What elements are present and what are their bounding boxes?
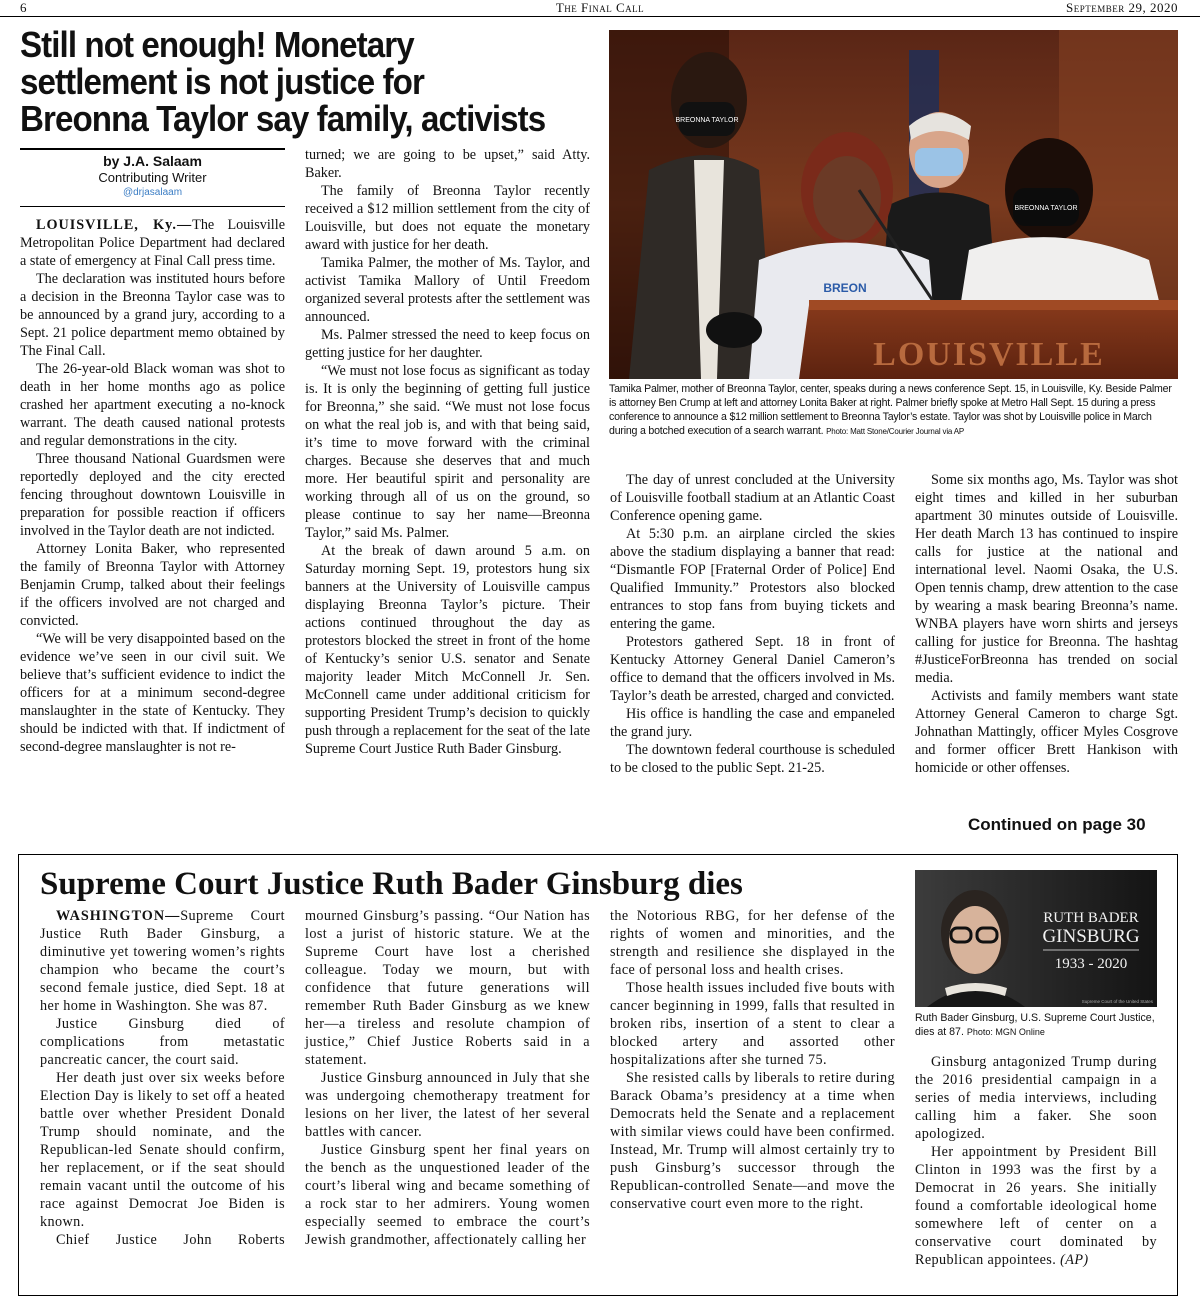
story1-col4-p2: Activists and family members want state Attorney General Cameron to charge Sgt. Johnathan Mattingly, officer Myles Cosgrove and former officer Brett Hankison with homicide or other offenses.	[915, 688, 1178, 776]
story2-col3-p3: She resisted calls by liberals to retire during Barack Obama’s presidency at a time when Democrats held the Senate and a replacement with similar views could have been confirmed. Instead, Mr. Trump will almost certainly try to push Ginsburg’s successor through the Republican-controlled Senate—and move the conservative court even more to the right.	[610, 1070, 895, 1212]
story2-photo	[915, 870, 1157, 1007]
story2-photo-credit: Photo: MGN Online	[966, 1027, 1045, 1037]
story1-col1-p3: The 26-year-old Black woman was shot to death in her home months ago as police crashed her apartment executing a no-knock warrant. The death caused national protests and regular demonstrations in the city.	[20, 361, 285, 449]
folio-bar	[0, 0, 1200, 17]
story2-col3-p1: the Notorious RBG, for her defense of the rights of women and minorities, and the strength and resilience she displayed in the face of personal loss and health crises.	[610, 908, 895, 978]
ap-signoff: (AP)	[1060, 1252, 1089, 1268]
story2-column-1	[40, 907, 285, 1249]
issue-date: September 29, 2020	[1066, 0, 1178, 15]
rbg-name-line2: GINSBURG	[1042, 926, 1140, 947]
story1-photo-caption	[609, 382, 1178, 439]
story1-headline: Still not enough! Monetary settlement is not justice for Breonna Taylor say family, activists	[20, 24, 546, 139]
rbg-photo-credit: Supreme Court of the United States	[1081, 999, 1153, 1004]
story2-headline: Supreme Court Justice Ruth Bader Ginsburg dies	[40, 866, 743, 902]
story2-column-2	[305, 907, 590, 1249]
story1-column-1	[20, 216, 285, 756]
story2-column-3	[610, 907, 895, 1213]
story2-col2-p3: Justice Ginsburg spent her final years on the bench as the unquestioned leader of the court’s liberal wing and became something of a rock star to her admirers. Young women especially seemed to embrace the court’s Jewish grandmother, affectionately calling her	[305, 1142, 590, 1248]
news-conference-photo	[609, 30, 1178, 379]
ginsburg-portrait	[915, 870, 1157, 1007]
byline-author: by J.A. Salaam	[103, 153, 202, 169]
publication-name: The Final Call	[555, 0, 645, 15]
story1-caption-text: Tamika Palmer, mother of Breonna Taylor, center, speaks during a news conference Sept. 15, in Louisville, Ky. Beside Palmer is attorney Ben Crump at left and attorney Lonita Baker at right. Palmer briefly spoke at Metro Hall Sept. 15 during a press conference to announce a $12 million settlement to Breonna Taylor’s estate. Taylor was shot by Louisville police in March during a botched execution of a search warrant.	[609, 383, 1172, 437]
story2-dateline: WASHINGTON—	[56, 908, 181, 924]
story1-col3-p2: At 5:30 p.m. an airplane circled the skies above the stadium displaying a banner that read: “Dismantle FOP [Fraternal Order of Police] End Qualified Immunity.” Protestors also blocked entrances to stop fans from buying tickets and entering the game.	[610, 526, 895, 632]
page-number: 6	[20, 0, 27, 15]
story2-col1-p4: Chief Justice John Roberts	[56, 1232, 285, 1248]
story1-column-3	[610, 471, 895, 777]
story2-col1-p2: Justice Ginsburg died of complications from metastatic pancreatic cancer, the court said.	[40, 1016, 285, 1068]
mask2-text: BREONNA TAYLOR	[1014, 205, 1078, 212]
podium-text: LOUISVILLE	[873, 336, 1105, 373]
story1-col1-p1: LOUISVILLE, Ky.—The Louisville Metropolitan Police Department had declared a state of emergency at Final Call press time.	[20, 217, 285, 269]
byline-role: Contributing Writer	[98, 170, 207, 185]
byline-box	[20, 148, 285, 207]
story1-photo	[609, 30, 1178, 379]
story2-caption-text: Ruth Bader Ginsburg, U.S. Supreme Court Justice, dies at 87.	[915, 1012, 1155, 1038]
story1-col1-p4: Three thousand National Guardsmen were reportedly deployed and the city erected fencing throughout downtown Louisville in preparation for possible reaction if officers involved in the Taylor death are not indicted.	[20, 451, 285, 539]
story1-dateline: LOUISVILLE, Ky.—	[36, 217, 193, 233]
mask1-text: BREONNA TAYLOR	[675, 117, 739, 124]
story1-col3-p1: The day of unrest concluded at the University of Louisville football stadium at an Atlantic Coast Conference opening game.	[610, 472, 895, 524]
story1-col4-p1: Some six months ago, Ms. Taylor was shot eight times and killed in her suburban apartment 30 minutes outside of Louisville. Her death March 13 has continued to inspire calls for justice at the national and international level. Naomi Osaka, the U.S. Open tennis champ, drew attention to the case by wearing a mask bearing Breonna’s name. WNBA players have worn shirts and jerseys calling for justice for Breonna. The hashtag #JusticeForBreonna has trended on social media.	[915, 472, 1178, 686]
story1-photo-credit: Photo: Matt Stone/Courier Journal via AP	[826, 427, 964, 436]
continued-jump-link[interactable]: Continued on page 30	[968, 815, 1146, 834]
story1-col3-p3: Protestors gathered Sept. 18 in front of Kentucky Attorney General Daniel Cameron’s office to demand that the officers involved in Ms. Taylor’s death be arrested, charged and convicted.	[610, 634, 895, 704]
byline-handle[interactable]: @drjasalaam	[122, 187, 183, 198]
story1-col2-p4: Ms. Palmer stressed the need to keep focus on getting justice for her daughter.	[305, 327, 590, 361]
story2-col1-p1: WASHINGTON—Supreme Court Justice Ruth Bader Ginsburg, a diminutive yet towering women’s rights champion who became the court’s second female justice, died Sept. 18 at her home in Washington. She was 87.	[40, 908, 285, 1014]
story2-col2-p1: mourned Ginsburg’s passing. “Our Nation has lost a jurist of historic stature. We at the Supreme Court have lost a cherished colleague. Today we mourn, but with confidence that future generations will remember Ruth Bader Ginsburg as we knew her—a tireless and resolute champion of justice,” Chief Justice Roberts said in a statement.	[305, 908, 590, 1068]
story1-col2-p3: Tamika Palmer, the mother of Ms. Taylor, and activist Tamika Mallory of Until Freedom organized several protests after the settlement was announced.	[305, 255, 590, 325]
story1-column-4	[915, 471, 1178, 777]
story1-col2-p1: turned; we are going to be upset,” said Atty. Baker.	[305, 147, 590, 181]
story1-col2-p6: At the break of dawn around 5 a.m. on Saturday morning Sept. 19, protestors hung six banners at the University of Louisville campus displaying Breonna Taylor’s picture. Their actions continued throughout the day as protestors blocked the street in front of the home of Kentucky’s senior U.S. senator and Senate majority leader Mitch McConnell Jr. Sen. McConnell came under additional criticism for supporting President Trump’s decision to quickly push through a replacement for the seat of the late Supreme Court Justice Ruth Bader Ginsburg.	[305, 543, 590, 757]
story2-column-4	[915, 1053, 1157, 1269]
story2-col3-p2: Those health issues included five bouts with cancer beginning in 1999, falls that resulted in broken ribs, insertion of a stent to clear a blocked artery and assorted other hospitalizations after she turned 75.	[610, 980, 895, 1068]
story2-col4-p2: Her appointment by President Bill Clinton in 1993 was the first by a Democrat in 26 years. She initially found a comfortable ideological home somewhere left of center on a conservative court dominated by Republican appointees. (AP)	[915, 1144, 1157, 1268]
story2-col1-p3: Her death just over six weeks before Election Day is likely to set off a heated battle over whether President Donald Trump should nominate, and the Republican-led Senate should confirm, her replacement, or if the seat should remain vacant until the outcome of his race against Democrat Joe Biden is known.	[40, 1070, 285, 1230]
story1-col3-p5: The downtown federal courthouse is scheduled to be closed to the public Sept. 21-25.	[610, 742, 895, 776]
story1-column-2	[305, 146, 590, 758]
shirt-text: BREON	[823, 281, 867, 295]
story1-col3-p4: His office is handling the case and empaneled the grand jury.	[610, 706, 895, 740]
story1-col1-p5: Attorney Lonita Baker, who represented the family of Breonna Taylor with Attorney Benjamin Crump, talked about their feelings if the officers involved are not charged and convicted.	[20, 541, 285, 629]
story2-col2-p2: Justice Ginsburg announced in July that she was undergoing chemotherapy treatment for lesions on her liver, the latest of her several battles with cancer.	[305, 1070, 590, 1140]
story1-col2-p2: The family of Breonna Taylor recently received a $12 million settlement from the city of Louisville, but does not equate the monetary award with justice for her death.	[305, 183, 590, 253]
story1-col1-p6: “We will be very disappointed based on the evidence we’ve seen in our civil suit. We believe that’s sufficient evidence to indict the officers for at a minimum second-degree manslaughter in the state of Kentucky. They should be indicted with that. If indictment of second-degree manslaughter is not re-	[20, 631, 285, 755]
story2-photo-caption	[915, 1011, 1157, 1039]
rbg-name-line1: RUTH BADER	[1043, 910, 1139, 926]
story1-col1-p2: The declaration was instituted hours before a decision in the Breonna Taylor case was to be announced by a grand jury, according to a Sept. 21 police department memo obtained by The Final Call.	[20, 271, 285, 359]
story1-col2-p5: “We must not lose focus as significant as today is. It is only the beginning of getting full justice for Breonna,” she said. “We must not lose focus on what the real job is, and with that being said, it’s time to move forward with the criminal charges. Because she deserves that and much more. Her beautiful spirit and personality are working through all of us on the ground, so please continue to say her name—Breonna Taylor,” said Ms. Palmer.	[305, 363, 590, 541]
rbg-years: 1933 - 2020	[1054, 956, 1128, 972]
story2-col4-p1: Ginsburg antagonized Trump during the 2016 presidential campaign in a series of media interviews, including calling him a faker. She soon apologized.	[915, 1054, 1157, 1142]
